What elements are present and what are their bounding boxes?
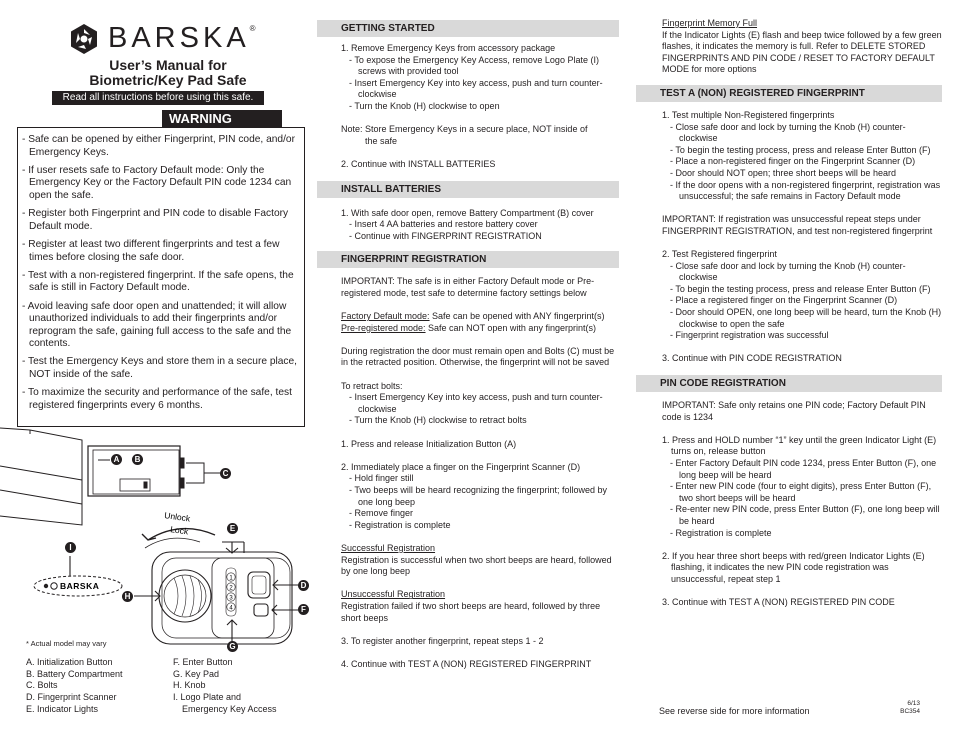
text-line: - Hold finger still [349, 473, 414, 484]
text-line: - Fingerprint registration was successful [670, 330, 829, 341]
marker-a: A [111, 454, 122, 465]
key-4: 4 [229, 605, 233, 612]
text-line: Note: Store Emergency Keys in a secure place, NOT inside of [341, 124, 588, 135]
section-test-fingerprint: TEST A (NON) REGISTERED FINGERPRINT [636, 85, 942, 102]
marker-b: B [132, 454, 143, 465]
text-line: - To expose the Emergency Key Access, remove Logo Plate (I) screws with provided tool [349, 54, 599, 77]
section-fingerprint-registration: FINGERPRINT REGISTRATION [317, 251, 619, 268]
text-line: 1. Press and HOLD number “1” key until the green Indicator Light (E) turns on, release button [662, 434, 937, 457]
factory-default-text: Safe can be opened with ANY fingerprint(s) [429, 311, 605, 322]
marker-c: C [220, 468, 231, 479]
barska-logo [68, 22, 256, 55]
warning-item: - Test with a non-registered fingerprint. If the safe opens, the safe is still in Factory Default mode. [22, 269, 294, 294]
text-line: - Place a registered finger on the Fingerprint Scanner (D) [670, 295, 898, 306]
manual-title [40, 58, 296, 88]
text-line: - Door should OPEN, one long beep will be heard, turn the Knob (H) clockwise to open the safe [670, 307, 942, 329]
text-line: - Turn the Knob (H) clockwise to open [349, 100, 500, 111]
marker-d: D [298, 580, 309, 591]
text-line: 3. Continue with PIN CODE REGISTRATION [662, 353, 842, 364]
legend-item: E. Indicator Lights [26, 703, 99, 714]
text-line: To retract bolts: [341, 380, 403, 391]
text-line: IMPORTANT: The safe is in either Factory Default mode or Pre-registered mode, test safe to determine factory settings below [341, 276, 595, 298]
safe-diagram [0, 420, 320, 648]
text-line: - Registration is complete [349, 519, 451, 530]
text-line: Registration failed if two short beeps are heard, followed by three short beeps [341, 600, 601, 623]
text-line: IMPORTANT: Safe only retains one PIN code; Factory Default PIN code is 1234 [662, 400, 926, 422]
marker-g: G [227, 641, 238, 652]
warning-item: - Safe can be opened by either Fingerprint, PIN code, and/or Emergency Keys. [22, 134, 295, 158]
model-note: * Actual model may vary [26, 639, 107, 648]
text-line: 1. With safe door open, remove Battery Compartment (B) cover [341, 207, 594, 218]
unlock-label: Unlock [163, 510, 191, 524]
legend-item: B. Battery Compartment [26, 668, 123, 679]
model-code: BC354 [900, 708, 920, 715]
brand-name: BARSKA [108, 22, 250, 54]
column-right [636, 18, 942, 609]
factory-default-label: Factory Default mode: [341, 311, 430, 322]
section-pin-registration: PIN CODE REGISTRATION [636, 375, 942, 392]
text-line: During registration the door must remain open and Bolts (C) must be in the retracted position. Otherwise, the fingerprint will not be saved [341, 345, 615, 368]
text-line: 1. Press and release Initialization Button (A) [341, 438, 517, 449]
text-line: 3. Continue with TEST A (NON) REGISTERED PIN CODE [662, 597, 895, 608]
text-line: - Insert Emergency Key into key access, push and turn counter-clockwise [349, 77, 603, 100]
successful-registration-label: Successful Registration [341, 542, 436, 553]
registered-mark: ® [249, 24, 256, 33]
legend-item: A. Initialization Button [26, 657, 113, 667]
memory-full-label: Fingerprint Memory Full [662, 18, 758, 28]
marker-f: F [298, 604, 309, 615]
text-line: IMPORTANT: If registration was unsuccessful repeat steps under FINGERPRINT REGISTRATION, and test non-registered fingerprint [662, 214, 933, 236]
lock-label: Lock [169, 524, 189, 537]
text-line: 4. Continue with TEST A (NON) REGISTERED FINGERPRINT [341, 658, 592, 669]
marker-h: H [122, 591, 133, 602]
text-line: 2. Continue with INSTALL BATTERIES [341, 158, 496, 169]
warning-heading: WARNING [162, 110, 282, 128]
legend-item: F. Enter Button [173, 657, 233, 667]
text-line: - Close safe door and lock by turning the Knob (H) counter-clockwise [670, 121, 906, 144]
text-line: - Insert Emergency Key into key access, push and turn counter-clockwise [349, 392, 603, 414]
legend-right [173, 657, 313, 716]
legend-item: H. Knob [173, 680, 206, 691]
preregistered-text: Safe can NOT open with any fingerprint(s) [425, 322, 596, 333]
marker-i: I [65, 542, 76, 553]
logo-plate-brand: BARSKA [60, 581, 100, 591]
text-line: the safe [365, 135, 398, 146]
text-line: - Insert 4 AA batteries and restore battery cover [349, 219, 538, 230]
text-line [341, 323, 619, 335]
warning-item: - Avoid leaving safe door open and unattended; it will allow unauthorized individuals to add their fingerprints and/or reprogram the safe, gaining full access to the safe and the contents. [22, 300, 292, 350]
section-getting-started: GETTING STARTED [317, 20, 619, 37]
legend-item: C. Bolts [26, 680, 58, 691]
text-line: - Two beeps will be heard recognizing the fingerprint; followed by one long beep [349, 485, 607, 507]
key-2: 2 [229, 585, 233, 592]
barska-hexagon-icon [68, 23, 100, 55]
legend-item: G. Key Pad [173, 668, 220, 679]
warning-item: - Register both Fingerprint and PIN code to disable Factory Default mode. [22, 208, 289, 232]
text-line: 1. Test multiple Non-Registered fingerprints [662, 109, 835, 120]
warning-item: - If user resets safe to Factory Default mode: Only the Emergency Key or the Factory Default PIN code 1234 can open the safe. [22, 164, 292, 201]
key-1: 1 [229, 575, 233, 582]
text-line: If the Indicator Lights (E) flash and beep twice followed by a few green flashes, it indicates the memory is full. Refer to DELETE STORED FINGERPRINTS AND PIN CODE / RESET TO FACTORY DEFAULT MODE for more options [662, 29, 942, 75]
text-line: - Turn the Knob (H) clockwise to retract bolts [349, 415, 527, 426]
legend-left [26, 657, 176, 716]
text-line: - Close safe door and lock by turning the Knob (H) counter-clockwise [670, 260, 906, 283]
text-line: - Continue with FINGERPRINT REGISTRATION [349, 230, 542, 241]
unsuccessful-registration-label: Unsuccessful Registration [341, 589, 446, 600]
legend-item: Emergency Key Access [182, 703, 277, 714]
read-instructions-bar: Read all instructions before using this safe. [52, 91, 264, 105]
warning-item: - Register at least two different fingerprints and test a few times before closing the safe door. [22, 238, 280, 263]
text-line: 3. To register another fingerprint, repeat steps 1 - 2 [341, 635, 544, 646]
warning-item: - Test the Emergency Keys and store them in a secure place, NOT inside of the safe. [22, 356, 298, 381]
text-line: - Re-enter new PIN code, press Enter Button (F), one long beep will be heard [670, 504, 940, 526]
title-line-1: User’s Manual for [109, 57, 227, 73]
text-line: 2. If you hear three short beeps with red/green Indicator Lights (E) flashing, it indicates the new PIN code registration was unsuccessful, repeat step 1 [662, 550, 925, 584]
date-code: 6/13 [907, 700, 920, 707]
legend-item: I. Logo Plate and [173, 692, 242, 703]
text-line: - Door should NOT open; three short beeps will be heard [670, 167, 896, 178]
text-line: 2. Test Registered fingerprint [662, 249, 777, 260]
text-line: 2. Immediately place a finger on the Fingerprint Scanner (D) [341, 461, 581, 472]
footer-note: See reverse side for more information [659, 706, 810, 716]
title-line-2: Biometric/Key Pad Safe [89, 72, 247, 88]
text-line: - To begin the testing process, press and release Enter Button (F) [670, 283, 931, 294]
key-3: 3 [229, 595, 233, 602]
text-line [341, 311, 619, 323]
text-line: - Enter Factory Default PIN code 1234, press Enter Button (F), one long beep will be heard [670, 458, 937, 480]
warning-list [22, 134, 306, 418]
text-line: Registration is successful when two short beeps are heard, followed by one long beep [341, 554, 612, 577]
text-line: 1. Remove Emergency Keys from accessory package [341, 43, 556, 53]
text-line: - Place a non-registered finger on the Fingerprint Scanner (D) [670, 156, 916, 167]
section-install-batteries: INSTALL BATTERIES [317, 181, 619, 198]
preregistered-label: Pre-registered mode: [341, 322, 426, 333]
text-line: - Remove finger [349, 508, 414, 519]
legend-item: D. Fingerprint Scanner [26, 692, 117, 703]
text-line: - Registration is complete [670, 527, 772, 538]
column-middle [317, 20, 619, 671]
document-code [890, 700, 920, 716]
text-line: - To begin the testing process, press and release Enter Button (F) [670, 144, 931, 155]
marker-e: E [227, 523, 238, 534]
text-line: - If the door opens with a non-registered fingerprint, registration was unsuccessful; the safe remains in Factory Default mode [670, 179, 941, 202]
text-line: - Enter new PIN code (four to eight digits), press Enter Button (F), two short beeps will be heard [670, 481, 932, 503]
warning-item: - To maximize the security and performance of the safe, test registered fingerprints every 6 months. [22, 387, 292, 411]
